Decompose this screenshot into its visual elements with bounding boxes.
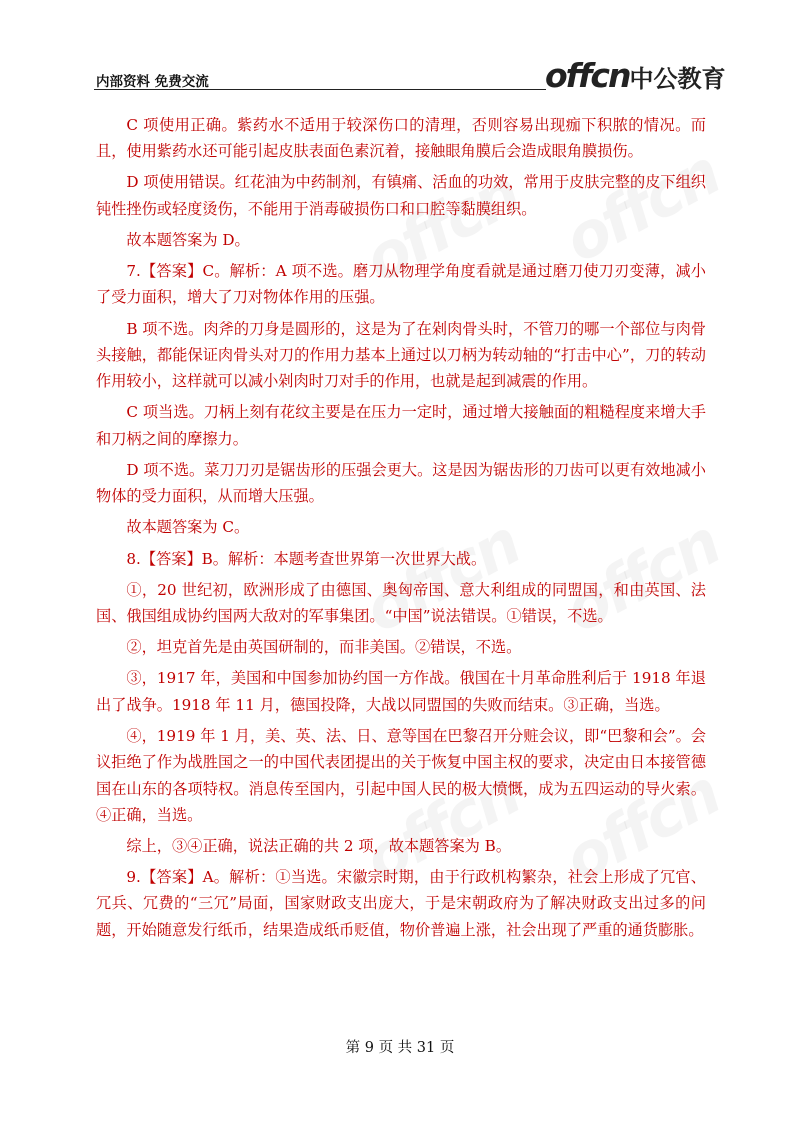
paragraph: 9.【答案】A。解析：①当选。宋徽宗时期，由于行政机构繁杂，社会上形成了冗官、冗兵、冗费的“三冗”局面，国家财政支出庞大，于是宋朝政府为了解决财政支出过多的问题，开始随意发行纸币，结果造成纸币贬值，物价普遍上涨，社会出现了严重的通货膨胀。 — [96, 868, 706, 939]
paragraph: D 项不选。菜刀刀刃是锯齿形的压强会更大。这是因为锯齿形的刀齿可以更有效地减小物体的受力面积，从而增大压强。 — [96, 460, 706, 506]
paragraph: C 项使用正确。紫药水不适用于较深伤口的清理，否则容易出现痂下积脓的情况。而且，使用紫药水还可能引起皮肤表面色素沉着，接触眼角膜后会造成眼角膜损伤。 — [96, 116, 706, 161]
offcn-logo — [545, 56, 725, 95]
paragraph: C 项当选。刀柄上刻有花纹主要是在压力一定时，通过增大接触面的粗糙程度来增大手和刀柄之间的摩擦力。 — [96, 403, 706, 448]
logo-cn-text: 中公教育 — [629, 65, 726, 93]
paragraph: 综上，③④正确，说法正确的共 2 项，故本题答案为 B。 — [126, 837, 512, 855]
paragraph: 8.【答案】B。解析：本题考查世界第一次世界大战。 — [126, 549, 487, 568]
logo-latin-text: offcn — [545, 56, 630, 95]
paragraph: ④，1919 年 1 月，美、英、法、日、意等国在巴黎召开分赃会议，即“巴黎和会”。会议拒绝了作为战胜国之一的中国代表团提出的关于恢复中国主权的要求，决定由日本接管德国在山东的各项特权。消息传至国内，引起中国人民的极大愤慨，成为五四运动的导火索。④正确，当选。 — [96, 726, 706, 824]
paragraph: B 项不选。肉斧的刀身是圆形的，这是为了在剁肉骨头时，不管刀的哪一个部位与肉骨头接触，都能保证肉骨头对刀的作用力基本上通过以刀柄为转动轴的“打击中心”，刀的转动作用较小，这样就可以减小剁肉时刀对手的作用，也就是起到减震的作用。 — [96, 319, 706, 391]
header-label: 内部资料 免费交流 — [96, 74, 209, 90]
paragraph: D 项使用错误。红花油为中药制剂，有镇痛、活血的功效，常用于皮肤完整的皮下组织钝性挫伤或轻度烫伤，不能用于消毒破损伤口和口腔等黏膜组织。 — [96, 173, 706, 218]
paragraph: 故本题答案为 C。 — [126, 518, 250, 537]
paragraph: ③，1917 年，美国和中国参加协约国一方作战。俄国在十月革命胜利后于 1918 年退出了战争。1918 年 11 月，德国投降，大战以同盟国的失败而结束。③正确，当选。 — [96, 669, 706, 714]
paragraph: ①，20 世纪初，欧洲形成了由德国、奥匈帝国、意大利组成的同盟国，和由英国、法国、俄国组成协约国两大敌对的军事集团。“中国”说法错误。①错误，不选。 — [96, 580, 706, 626]
paragraph: ②，坦克首先是由英国研制的，而非美国。②错误，不选。 — [126, 638, 522, 657]
header-divider — [94, 89, 546, 90]
paragraph: 7.【答案】C。解析：A 项不选。磨刀从物理学角度看就是通过磨刀使刀刃变薄，减小了受力面积，增大了刀对物体作用的压强。 — [96, 262, 706, 307]
page-number: 第 9 页 共 31 页 — [345, 1040, 455, 1056]
document-body — [96, 112, 706, 948]
paragraph: 故本题答案为 D。 — [126, 230, 250, 249]
